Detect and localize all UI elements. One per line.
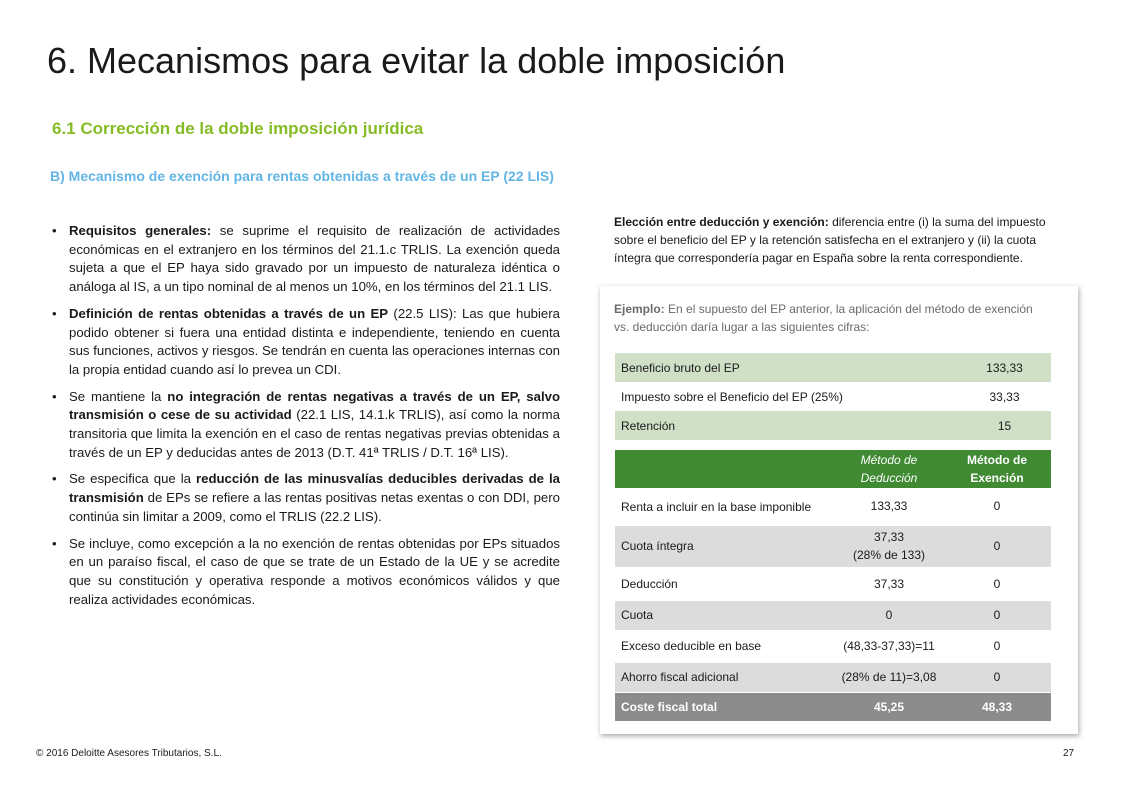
row-label: Retención <box>621 418 676 433</box>
row-value: 15 <box>997 418 1012 433</box>
row-label: Cuota íntegra <box>615 525 835 567</box>
row-label: Coste fiscal total <box>615 692 835 721</box>
table-row <box>615 488 1051 525</box>
table-row <box>615 567 1051 600</box>
exemption-value: 0 <box>943 630 1051 662</box>
row-value: 33,33 <box>989 389 1020 404</box>
exemption-value: 0 <box>943 662 1051 692</box>
row-label: Renta a incluir en la base imponible <box>615 488 835 525</box>
deduction-value: 0 <box>835 600 943 630</box>
exemption-value: 0 <box>943 525 1051 567</box>
choice-intro: Elección entre deducción y exención: diferencia entre (i) la suma del impuesto sobre el beneficio del EP y la retención satisfecha en el extranjero y (ii) la cuota íntegra que correspondería pagar en España sobre la renta correspondiente. <box>614 215 1046 265</box>
section-subtitle: 6.1 Corrección de la doble imposición jurídica <box>52 119 424 138</box>
row-label: Deducción <box>615 567 835 600</box>
total-row <box>615 692 1051 721</box>
exemption-value: 0 <box>943 488 1051 525</box>
row-value: 133,33 <box>986 360 1023 375</box>
list-item: • Definición de rentas obtenidas a través de un EP (22.5 LIS): Las que hubiera podido obtener si fuera una entidad distinta e independiente, teniendo en cuenta sus funciones, activos y riesgos. Se tendrán en cuenta las operaciones internas con la propia entidad cuando así lo prevea un CDI. <box>52 305 560 377</box>
header-exemption: Método de Exención <box>943 450 1051 488</box>
row-label: Beneficio bruto del EP <box>621 360 740 375</box>
table-header-row <box>615 450 1051 488</box>
deduction-value: 133,33 <box>835 488 943 525</box>
page-number: 27 <box>1063 748 1075 759</box>
row-label: Exceso deducible en base <box>615 630 835 662</box>
row-label: Ahorro fiscal adicional <box>615 662 835 692</box>
deduction-value: 37,33 (28% de 133) <box>835 525 943 567</box>
list-item: • Se incluye, como excepción a la no exención de rentas obtenidas por EPs situados en un paraíso fiscal, el caso de que se trate de un Estado de la UE y se acredite que su constitución y operativa responde a motivos económicos válidos y que realiza actividades económicas. <box>52 535 560 607</box>
list-item: • Requisitos generales: se suprime el requisito de realización de actividades económicas en el extranjero en los términos del 21.1.c TRLIS. La exención queda sujeta a que el EP haya sido gravado por un impuesto de naturaleza idéntica o análoga al IS, a un tipo nominal de al menos un 10%, en los términos del 21.1 LIS. <box>52 223 561 295</box>
table-row <box>615 353 1051 382</box>
exemption-value: 0 <box>943 567 1051 600</box>
list-item: • Se mantiene la no integración de rentas negativas a través de un EP, salvo transmisión o cese de su actividad (22.1 LIS, 14.1.k TRLIS), así como la norma transitoria que limita la exención en el caso de rentas negativas previas obtenidas a través de un EP y deducidas antes de 2013 (D.T. 41ª TRLIS / D.T. 16ª LIS). <box>52 388 561 460</box>
table-row <box>615 525 1051 567</box>
deduction-value: 45,25 <box>835 692 943 721</box>
row-label: Cuota <box>615 600 835 630</box>
deduction-value: (28% de 11)=3,08 <box>835 662 943 692</box>
table-row <box>615 411 1051 440</box>
example-text: Ejemplo: En el supuesto del EP anterior, la aplicación del método de exención vs. deducción daría lugar a las siguientes cifras: <box>614 302 1033 334</box>
table-row <box>615 662 1051 692</box>
page-title: 6. Mecanismos para evitar la doble imposición <box>47 40 786 81</box>
table-row <box>615 630 1051 662</box>
header-blank <box>615 450 835 488</box>
exemption-value: 0 <box>943 600 1051 630</box>
table-row <box>615 382 1051 411</box>
requirements-list <box>50 222 560 617</box>
copyright: © 2016 Deloitte Asesores Tributarios, S.L. <box>36 748 222 759</box>
table-row <box>615 600 1051 630</box>
deduction-value: 37,33 <box>835 567 943 600</box>
method-comparison-table <box>615 450 1051 722</box>
row-label: Impuesto sobre el Beneficio del EP (25%) <box>621 389 843 404</box>
ep-figures-table <box>615 353 1051 440</box>
exemption-value: 48,33 <box>943 692 1051 721</box>
deduction-value: (48,33-37,33)=11 <box>835 630 943 662</box>
list-item: • Se especifica que la reducción de las minusvalías deducibles derivadas de la transmisión de EPs se refiere a las rentas positivas netas exentas o con DDI, pero continúa sin limitar a 2009, como el TRLIS (22.2 LIS). <box>52 471 560 524</box>
section-heading: B) Mecanismo de exención para rentas obtenidas a través de un EP (22 LIS) <box>50 168 554 184</box>
header-deduction: Método de Deducción <box>835 450 943 488</box>
